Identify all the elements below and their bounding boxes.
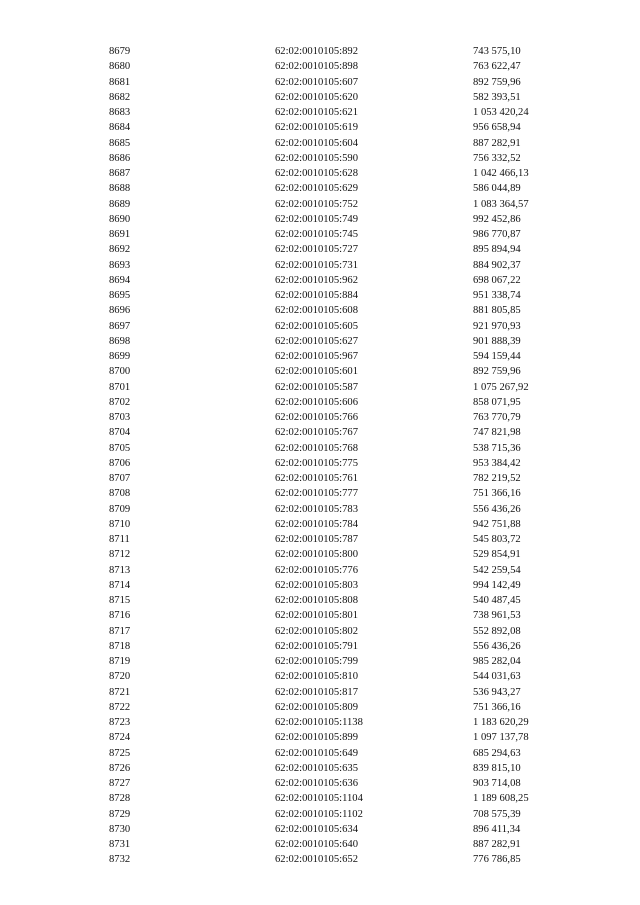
cadastral-value: 1 075 267,92 xyxy=(473,381,529,393)
row-number: 8714 xyxy=(109,579,131,591)
cadastral-number: 62:02:0010105:803 xyxy=(275,579,358,591)
cadastral-number: 62:02:0010105:777 xyxy=(275,488,358,500)
cadastral-value: 1 189 608,25 xyxy=(473,793,529,805)
cadastral-value: 992 452,86 xyxy=(473,213,521,225)
cadastral-number: 62:02:0010105:884 xyxy=(275,290,358,301)
cadastral-number: 62:02:0010105:1104 xyxy=(275,793,363,805)
table-row xyxy=(0,486,640,501)
cadastral-number: 62:02:0010105:590 xyxy=(275,152,358,164)
row-number: 8732 xyxy=(109,854,131,866)
cadastral-value: 594 159,44 xyxy=(473,351,521,362)
row-number: 8715 xyxy=(109,595,131,606)
row-number: 8716 xyxy=(109,610,131,622)
cadastral-value: 708 575,39 xyxy=(473,808,521,820)
row-number: 8688 xyxy=(109,183,131,195)
table-row xyxy=(0,44,640,59)
row-number: 8723 xyxy=(109,717,131,728)
cadastral-number: 62:02:0010105:801 xyxy=(275,610,358,622)
cadastral-value: 529 854,91 xyxy=(473,549,521,561)
row-number: 8728 xyxy=(109,793,131,805)
cadastral-value: 887 282,91 xyxy=(473,839,521,850)
table-row xyxy=(0,563,640,578)
cadastral-number: 62:02:0010105:649 xyxy=(275,747,358,759)
row-number: 8713 xyxy=(109,564,131,576)
cadastral-number: 62:02:0010105:898 xyxy=(275,61,358,73)
table-row xyxy=(0,105,640,120)
table-row xyxy=(0,288,640,303)
row-number: 8707 xyxy=(109,473,131,484)
cadastral-value: 985 282,04 xyxy=(473,656,521,667)
cadastral-number: 62:02:0010105:587 xyxy=(275,381,358,393)
cadastral-value: 1 053 420,24 xyxy=(473,107,529,118)
cadastral-number: 62:02:0010105:601 xyxy=(275,366,358,378)
row-number: 8698 xyxy=(109,335,131,347)
cadastral-value: 884 902,37 xyxy=(473,259,521,271)
table-row xyxy=(0,59,640,74)
row-number: 8699 xyxy=(109,351,131,362)
cadastral-number: 62:02:0010105:808 xyxy=(275,595,358,606)
row-number: 8695 xyxy=(109,290,131,301)
row-number: 8682 xyxy=(109,91,131,103)
cadastral-number: 62:02:0010105:768 xyxy=(275,442,358,454)
cadastral-value: 1 097 137,78 xyxy=(473,732,529,744)
cadastral-value: 743 575,10 xyxy=(473,46,521,57)
cadastral-number: 62:02:0010105:608 xyxy=(275,305,358,317)
cadastral-value: 545 803,72 xyxy=(473,534,521,545)
cadastral-value: 556 436,26 xyxy=(473,640,521,652)
table-row xyxy=(0,334,640,349)
table-row xyxy=(0,471,640,486)
row-number: 8679 xyxy=(109,46,131,57)
cadastral-value: 892 759,96 xyxy=(473,76,521,88)
row-number: 8706 xyxy=(109,457,131,469)
row-number: 8717 xyxy=(109,625,131,637)
table-row xyxy=(0,730,640,745)
cadastral-value: 540 487,45 xyxy=(473,595,521,606)
row-number: 8725 xyxy=(109,747,131,759)
cadastral-number: 62:02:0010105:783 xyxy=(275,503,358,515)
row-number: 8684 xyxy=(109,122,131,134)
cadastral-value: 536 943,27 xyxy=(473,686,521,698)
table-row xyxy=(0,593,640,608)
table-row xyxy=(0,807,640,822)
table-row xyxy=(0,532,640,547)
cadastral-value: 881 805,85 xyxy=(473,305,521,317)
table-row xyxy=(0,502,640,517)
cadastral-number: 62:02:0010105:784 xyxy=(275,518,358,530)
row-number: 8701 xyxy=(109,381,131,393)
cadastral-number: 62:02:0010105:620 xyxy=(275,91,358,103)
cadastral-number: 62:02:0010105:652 xyxy=(275,854,358,866)
cadastral-number: 62:02:0010105:802 xyxy=(275,625,358,637)
table-row xyxy=(0,303,640,318)
cadastral-value: 921 970,93 xyxy=(473,320,521,332)
row-number: 8691 xyxy=(109,229,131,240)
cadastral-value: 942 751,88 xyxy=(473,518,521,530)
table-row xyxy=(0,776,640,791)
row-number: 8680 xyxy=(109,61,131,73)
cadastral-number: 62:02:0010105:607 xyxy=(275,76,358,88)
row-number: 8685 xyxy=(109,137,131,149)
row-number: 8693 xyxy=(109,259,131,271)
cadastral-number: 62:02:0010105:745 xyxy=(275,229,358,240)
cadastral-number: 62:02:0010105:791 xyxy=(275,640,358,652)
table-row xyxy=(0,227,640,242)
row-number: 8686 xyxy=(109,152,131,164)
cadastral-number: 62:02:0010105:809 xyxy=(275,701,358,713)
cadastral-value: 544 031,63 xyxy=(473,671,521,683)
table-row xyxy=(0,441,640,456)
cadastral-value: 738 961,53 xyxy=(473,610,521,622)
cadastral-value: 751 366,16 xyxy=(473,701,521,713)
cadastral-number: 62:02:0010105:629 xyxy=(275,183,358,195)
cadastral-value: 994 142,49 xyxy=(473,579,521,591)
cadastral-number: 62:02:0010105:787 xyxy=(275,534,358,545)
row-number: 8712 xyxy=(109,549,131,561)
row-number: 8700 xyxy=(109,366,131,378)
cadastral-value: 776 786,85 xyxy=(473,854,521,866)
table-row xyxy=(0,258,640,273)
table-row xyxy=(0,547,640,562)
row-number: 8702 xyxy=(109,396,131,408)
table-row xyxy=(0,822,640,837)
table-row xyxy=(0,456,640,471)
row-number: 8718 xyxy=(109,640,131,652)
table-row xyxy=(0,90,640,105)
cadastral-number: 62:02:0010105:605 xyxy=(275,320,358,332)
table-row xyxy=(0,136,640,151)
cadastral-number: 62:02:0010105:635 xyxy=(275,762,358,774)
table-row xyxy=(0,181,640,196)
row-number: 8721 xyxy=(109,686,131,698)
cadastral-value: 582 393,51 xyxy=(473,91,521,103)
cadastral-number: 62:02:0010105:799 xyxy=(275,656,358,667)
cadastral-value: 986 770,87 xyxy=(473,229,521,240)
cadastral-value: 552 892,08 xyxy=(473,625,521,637)
table-row xyxy=(0,624,640,639)
table-row xyxy=(0,349,640,364)
cadastral-number: 62:02:0010105:967 xyxy=(275,351,358,362)
cadastral-number: 62:02:0010105:731 xyxy=(275,259,358,271)
row-number: 8719 xyxy=(109,656,131,667)
cadastral-value: 756 332,52 xyxy=(473,152,521,164)
table-row xyxy=(0,75,640,90)
table-row xyxy=(0,242,640,257)
cadastral-value: 901 888,39 xyxy=(473,335,521,347)
cadastral-number: 62:02:0010105:1138 xyxy=(275,717,363,728)
row-number: 8722 xyxy=(109,701,131,713)
row-number: 8689 xyxy=(109,198,131,210)
row-number: 8683 xyxy=(109,107,131,118)
table-row xyxy=(0,761,640,776)
row-number: 8730 xyxy=(109,823,131,835)
cadastral-number: 62:02:0010105:627 xyxy=(275,335,358,347)
data-table xyxy=(0,44,640,868)
cadastral-value: 782 219,52 xyxy=(473,473,521,484)
cadastral-number: 62:02:0010105:640 xyxy=(275,839,358,850)
cadastral-number: 62:02:0010105:604 xyxy=(275,137,358,149)
table-row xyxy=(0,166,640,181)
table-row xyxy=(0,151,640,166)
cadastral-value: 685 294,63 xyxy=(473,747,521,759)
row-number: 8705 xyxy=(109,442,131,454)
cadastral-value: 763 770,79 xyxy=(473,412,521,423)
table-row xyxy=(0,700,640,715)
cadastral-value: 892 759,96 xyxy=(473,366,521,378)
row-number: 8727 xyxy=(109,778,131,789)
row-number: 8708 xyxy=(109,488,131,500)
table-row xyxy=(0,608,640,623)
cadastral-number: 62:02:0010105:962 xyxy=(275,274,358,286)
cadastral-number: 62:02:0010105:1102 xyxy=(275,808,363,820)
table-row xyxy=(0,197,640,212)
cadastral-value: 586 044,89 xyxy=(473,183,521,195)
row-number: 8681 xyxy=(109,76,131,88)
cadastral-number: 62:02:0010105:634 xyxy=(275,823,358,835)
row-number: 8687 xyxy=(109,168,131,179)
row-number: 8729 xyxy=(109,808,131,820)
cadastral-value: 858 071,95 xyxy=(473,396,521,408)
row-number: 8711 xyxy=(109,534,130,545)
table-row xyxy=(0,212,640,227)
cadastral-value: 751 366,16 xyxy=(473,488,521,500)
row-number: 8692 xyxy=(109,244,131,256)
table-row xyxy=(0,395,640,410)
table-row xyxy=(0,791,640,806)
row-number: 8724 xyxy=(109,732,131,744)
table-row xyxy=(0,380,640,395)
cadastral-value: 542 259,54 xyxy=(473,564,521,576)
cadastral-value: 956 658,94 xyxy=(473,122,521,134)
cadastral-value: 1 042 466,13 xyxy=(473,168,529,179)
cadastral-value: 896 411,34 xyxy=(473,823,521,835)
row-number: 8696 xyxy=(109,305,131,317)
row-number: 8690 xyxy=(109,213,131,225)
cadastral-number: 62:02:0010105:606 xyxy=(275,396,358,408)
cadastral-value: 951 338,74 xyxy=(473,290,521,301)
table-row xyxy=(0,319,640,334)
cadastral-value: 538 715,36 xyxy=(473,442,521,454)
row-number: 8720 xyxy=(109,671,131,683)
table-row xyxy=(0,639,640,654)
cadastral-value: 953 384,42 xyxy=(473,457,521,469)
row-number: 8709 xyxy=(109,503,131,515)
cadastral-number: 62:02:0010105:628 xyxy=(275,168,358,179)
table-row xyxy=(0,654,640,669)
table-row xyxy=(0,837,640,852)
cadastral-number: 62:02:0010105:776 xyxy=(275,564,358,576)
table-row xyxy=(0,578,640,593)
cadastral-value: 556 436,26 xyxy=(473,503,521,515)
row-number: 8694 xyxy=(109,274,131,286)
cadastral-value: 887 282,91 xyxy=(473,137,521,149)
table-row xyxy=(0,425,640,440)
table-row xyxy=(0,669,640,684)
row-number: 8731 xyxy=(109,839,131,850)
cadastral-number: 62:02:0010105:817 xyxy=(275,686,358,698)
cadastral-value: 1 083 364,57 xyxy=(473,198,529,210)
row-number: 8703 xyxy=(109,412,131,423)
cadastral-value: 763 622,47 xyxy=(473,61,521,73)
cadastral-value: 1 183 620,29 xyxy=(473,717,529,728)
table-row xyxy=(0,120,640,135)
table-row xyxy=(0,685,640,700)
cadastral-number: 62:02:0010105:775 xyxy=(275,457,358,469)
cadastral-number: 62:02:0010105:636 xyxy=(275,778,358,789)
row-number: 8704 xyxy=(109,427,131,439)
cadastral-number: 62:02:0010105:892 xyxy=(275,46,358,57)
row-number: 8726 xyxy=(109,762,131,774)
cadastral-number: 62:02:0010105:899 xyxy=(275,732,358,744)
cadastral-value: 895 894,94 xyxy=(473,244,521,256)
cadastral-value: 903 714,08 xyxy=(473,778,521,789)
table-row xyxy=(0,746,640,761)
table-row xyxy=(0,517,640,532)
cadastral-value: 698 067,22 xyxy=(473,274,521,286)
cadastral-number: 62:02:0010105:767 xyxy=(275,427,358,439)
table-row xyxy=(0,273,640,288)
cadastral-value: 747 821,98 xyxy=(473,427,521,439)
cadastral-number: 62:02:0010105:766 xyxy=(275,412,358,423)
cadastral-number: 62:02:0010105:761 xyxy=(275,473,358,484)
cadastral-value: 839 815,10 xyxy=(473,762,521,774)
cadastral-number: 62:02:0010105:810 xyxy=(275,671,358,683)
table-row xyxy=(0,410,640,425)
table-row xyxy=(0,715,640,730)
cadastral-number: 62:02:0010105:749 xyxy=(275,213,358,225)
cadastral-number: 62:02:0010105:621 xyxy=(275,107,358,118)
cadastral-number: 62:02:0010105:619 xyxy=(275,122,358,134)
table-row xyxy=(0,364,640,379)
row-number: 8697 xyxy=(109,320,131,332)
row-number: 8710 xyxy=(109,518,131,530)
table-row xyxy=(0,852,640,867)
cadastral-number: 62:02:0010105:727 xyxy=(275,244,358,256)
cadastral-number: 62:02:0010105:752 xyxy=(275,198,358,210)
cadastral-number: 62:02:0010105:800 xyxy=(275,549,358,561)
